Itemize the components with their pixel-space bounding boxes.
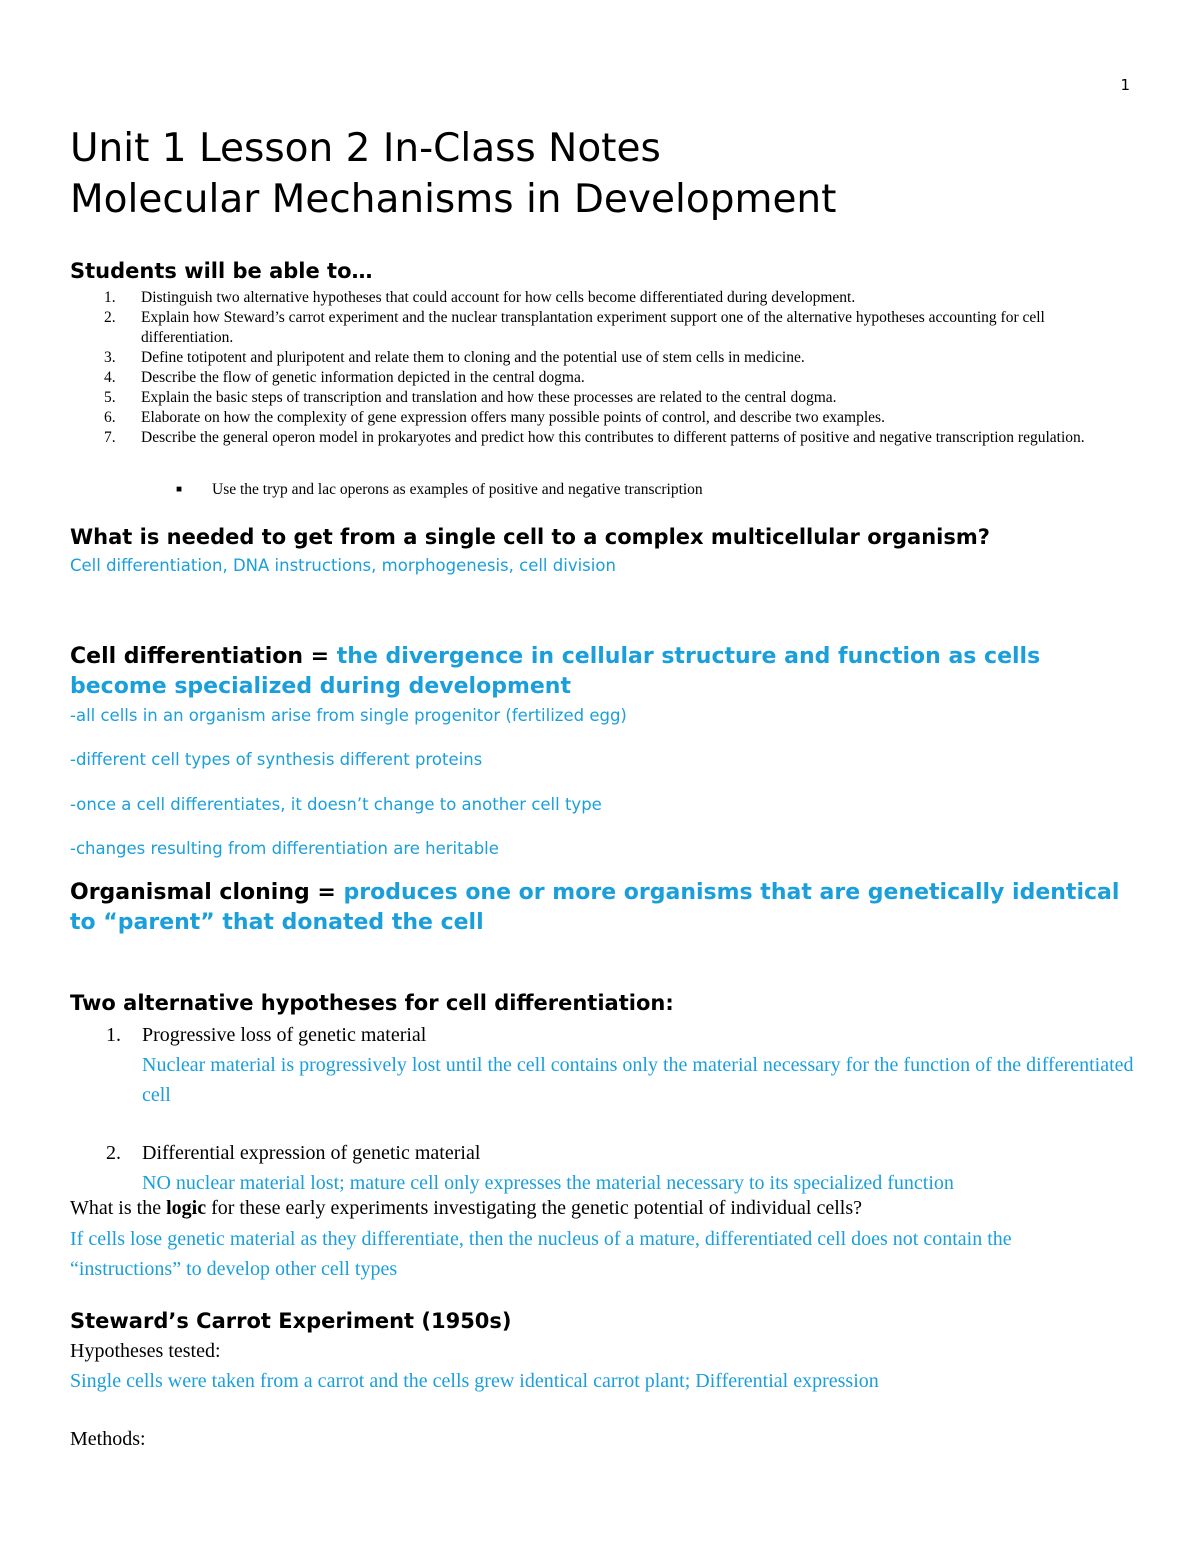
hypotheses-heading: Two alternative hypotheses for cell differentiation: — [70, 991, 674, 1015]
title-line-1: Unit 1 Lesson 2 In-Class Notes — [70, 126, 661, 171]
objectives-list — [104, 288, 1134, 448]
objectives-heading: Students will be able to… — [70, 259, 373, 283]
square-bullet-icon: ■ — [176, 484, 183, 496]
term: Organismal cloning = — [70, 880, 344, 905]
objective-item: 4. Describe the flow of genetic information depicted in the central dogma. — [104, 369, 585, 386]
objective-item: 2. Explain how Steward’s carrot experiment and the nuclear transplantation experiment support one of the alternative hypotheses accounting for cell differentiation. — [104, 309, 1045, 346]
hypothesis-answer: Nuclear material is progressively lost until the cell contains only the material necessary for the function of the differentiated cell — [142, 1054, 1134, 1106]
definition: the divergence in cellular structure and function as cells become specialized during development — [70, 644, 1041, 699]
logic-answer: If cells lose genetic material as they differentiate, then the nucleus of a mature, differentiated cell does not contain the “instructions” to develop other cell types — [70, 1228, 1012, 1280]
hypothesis-title: Differential expression of genetic material — [142, 1142, 481, 1164]
objective-item: 7. Describe the general operon model in prokaryotes and predict how this contributes to different patterns of positive and negative transcription regulation. — [104, 429, 1085, 446]
hypotheses-tested-answer: Single cells were taken from a carrot and the cells grew identical carrot plant; Differential expression — [70, 1370, 879, 1392]
definition: produces one or more organisms that are genetically identical to “parent” that donated the cell — [70, 880, 1120, 935]
question-answer: Cell differentiation, DNA instructions, morphogenesis, cell division — [70, 556, 616, 575]
hypotheses-list — [106, 1020, 1136, 1198]
hypothesis-item: 1. Progressive loss of genetic material Nuclear material is progressively lost until the cell contains only the material necessary for the function of the differentiated cell — [106, 1020, 1136, 1110]
cell-differentiation-definition — [70, 642, 1140, 702]
page-number: 1 — [1120, 76, 1130, 94]
title-line-2: Molecular Mechanisms in Development — [70, 177, 837, 222]
objective-item: 3. Define totipotent and pluripotent and relate them to cloning and the potential use of stem cells in medicine. — [104, 349, 805, 366]
note-item: -different cell types of synthesis different proteins — [70, 750, 483, 769]
hypothesis-answer: NO nuclear material lost; mature cell only expresses the material necessary to its specialized function — [142, 1172, 954, 1194]
methods-label: Methods: — [70, 1428, 146, 1450]
organismal-cloning-definition — [70, 878, 1140, 938]
objective-item: 5. Explain the basic steps of transcription and translation and how these processes are related to the central dogma. — [104, 389, 837, 406]
note-item: -all cells in an organism arise from single progenitor (fertilized egg) — [70, 706, 627, 725]
objective-item: 1. Distinguish two alternative hypotheses that could account for how cells become differentiated during development. — [104, 289, 856, 306]
hypotheses-tested-label: Hypotheses tested: — [70, 1340, 221, 1362]
question-heading: What is needed to get from a single cell to a complex multicellular organism? — [70, 525, 990, 549]
note-item: -changes resulting from differentiation are heritable — [70, 839, 499, 858]
hypothesis-title: Progressive loss of genetic material — [142, 1024, 427, 1046]
hypothesis-item: 2. Differential expression of genetic material NO nuclear material lost; mature cell only expresses the material necessary to its specialized function — [106, 1138, 1136, 1198]
steward-heading: Steward’s Carrot Experiment (1950s) — [70, 1309, 512, 1333]
note-item: -once a cell differentiates, it doesn’t change to another cell type — [70, 795, 602, 814]
term: Cell differentiation = — [70, 644, 337, 669]
logic-question: What is the logic for these early experiments investigating the genetic potential of individual cells? — [70, 1197, 862, 1219]
objective-item: 6. Elaborate on how the complexity of gene expression offers many possible points of control, and describe two examples. — [104, 409, 885, 426]
objective-sub-bullet: ■ Use the tryp and lac operons as examples of positive and negative transcription — [176, 480, 703, 500]
page-title — [70, 126, 836, 223]
